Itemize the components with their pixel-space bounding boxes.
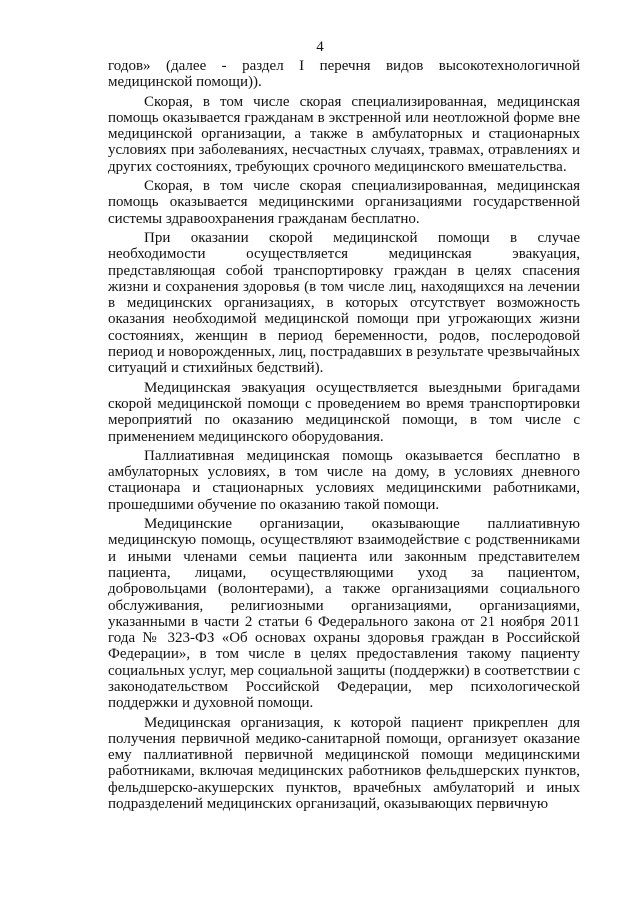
paragraph-ambulance-care: Скорая, в том числе скорая специализированная, медицинская помощь оказывается гражданам в экстренной или неотложной форме вне медицинской организации, а также в амбулаторных и стационарных условиях при заболеваниях, несчастных случаях, травмах, отравлениях и других состояниях, требующих срочного медицинского вмешательства. xyxy=(108,93,580,175)
paragraph-medical-evacuation: При оказании скорой медицинской помощи в случае необходимости осуществляется медицинская эвакуация, представляющая собой транспортировку граждан в целях спасения жизни и сохранения здоровья (в том числе лиц, находящихся на лечении в медицинских организациях, в которых отсутствует возможность оказания необходимой медицинской помощи при угрожающих жизни состояниях, женщин в период беременности, родов, послеродовой период и новорожденных, лиц, пострадавших в результате чрезвычайных ситуаций и стихийных бедствий). xyxy=(108,229,580,377)
document-body xyxy=(108,58,580,812)
paragraph-continuation: годов» (далее - раздел I перечня видов высокотехнологичной медицинской помощи)). xyxy=(108,58,580,91)
paragraph-palliative-organizations: Медицинские организации, оказывающие паллиативную медицинскую помощь, осуществляют взаимодействие с родственниками и иными членами семьи пациента или законным представителем пациента, лицами, осуществляющими уход за пациентом, добровольцами (волонтерами), а также организациями социального обслуживания, религиозными организациями, организациями, указанными в части 2 статьи 6 Федерального закона от 21 ноября 2011 года № 323-ФЗ «Об основах охраны здоровья граждан в Российской Федерации», в том числе в целях предоставления такому пациенту социальных услуг, мер социальной защиты (поддержки) в соответствии с законодательством Российской Федерации, мер психологической поддержки и духовной помощи. xyxy=(108,516,580,712)
paragraph-palliative-care: Паллиативная медицинская помощь оказывается бесплатно в амбулаторных условиях, в том числе на дому, в условиях дневного стационара и стационарных условиях медицинскими работниками, прошедшими обучение по оказанию такой помощи. xyxy=(108,447,580,513)
paragraph-ambulance-free: Скорая, в том числе скорая специализированная, медицинская помощь оказывается медицинскими организациями государственной системы здравоохранения гражданам бесплатно. xyxy=(108,178,580,227)
paragraph-evacuation-teams: Медицинская эвакуация осуществляется выездными бригадами скорой медицинской помощи с проведением во время транспортировки мероприятий по оказанию медицинской помощи, в том числе с применением медицинского оборудования. xyxy=(108,379,580,445)
page-number: 4 xyxy=(316,39,324,55)
paragraph-primary-care-organization: Медицинская организация, к которой пациент прикреплен для получения первичной медико-санитарной помощи, организует оказание ему паллиативной первичной медицинской помощи медицинскими работниками, включая медицинских работников фельдшерских пунктов, фельдшерско-акушерских пунктов, врачебных амбулаторий и иных подразделений медицинских организаций, оказывающих первичную xyxy=(108,714,580,813)
